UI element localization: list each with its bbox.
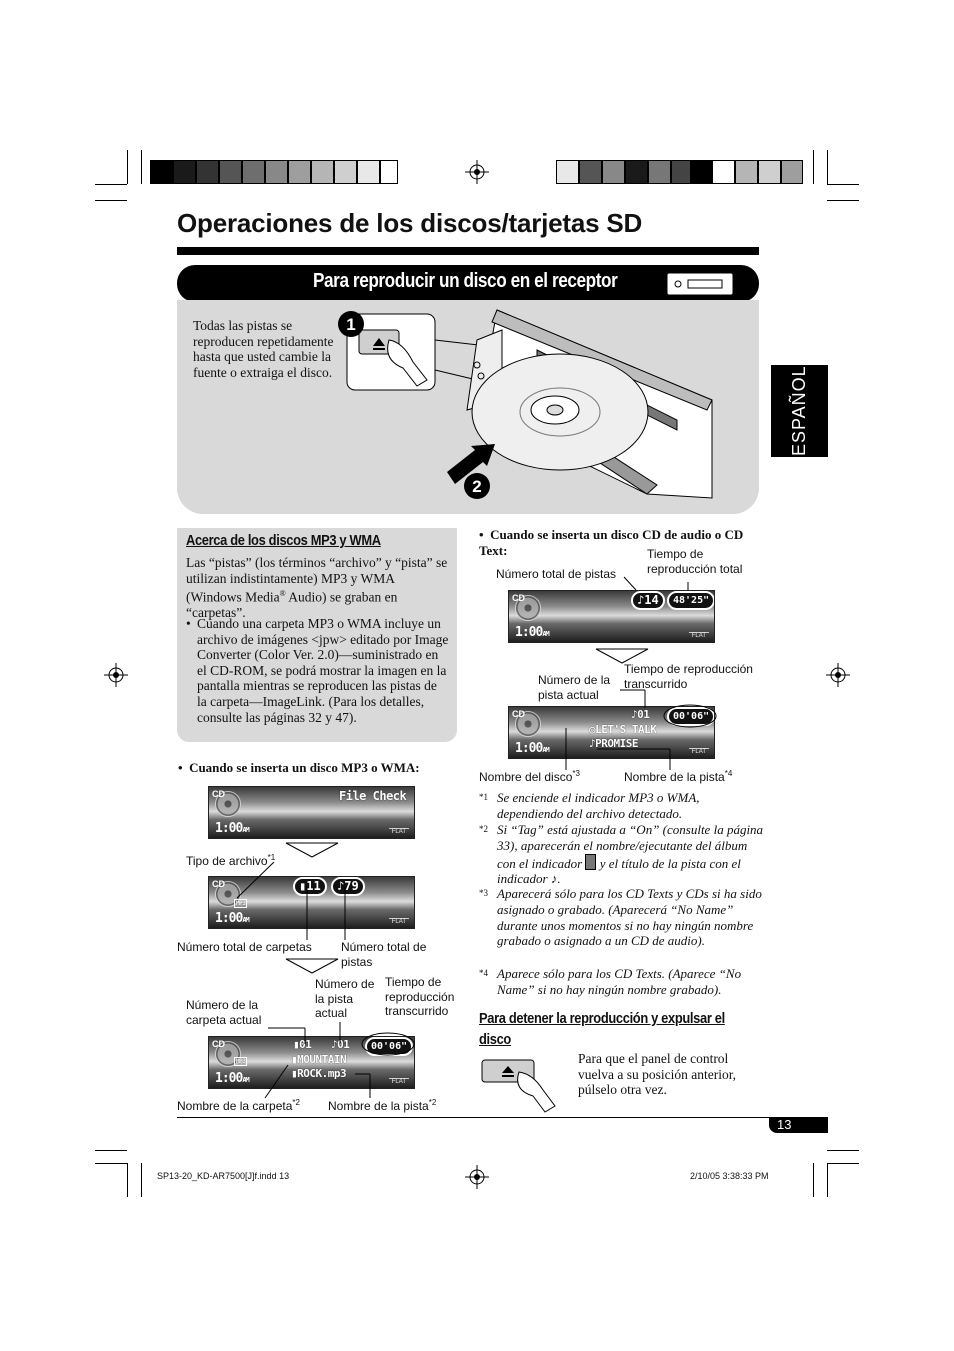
- cd-tiempo-total-label: Tiempo de reproducción total: [647, 547, 743, 576]
- registered-mark: ®: [279, 589, 286, 599]
- num-pista-label: Número de la pista actual: [315, 977, 375, 1020]
- cd-tiempo-trans-label: Tiempo de reproducción transcurrido: [624, 662, 753, 691]
- footnote-1-mark: *1: [479, 792, 488, 802]
- cd-case-bullet: •: [479, 527, 484, 542]
- lcd-folder-num: ▮01: [293, 1038, 312, 1051]
- lcd-cd-line2: ♪PROMISE: [589, 737, 638, 750]
- language-label: ESPAÑOL: [789, 365, 809, 457]
- cd-line1-value: LET'S TALK: [595, 723, 657, 736]
- lcd-time: 00'06": [365, 1037, 413, 1056]
- lcd-flat: FLAT: [689, 632, 709, 639]
- section-title: Para reproducir un disco en el receptor: [313, 270, 618, 292]
- cd-nombre-pista-mark: *4: [724, 769, 733, 778]
- lcd-track-num: ♪01: [331, 1038, 350, 1051]
- lcd-flat: FLAT: [389, 918, 409, 925]
- stop-heading: Para detener la reproducción y expulsar el disco: [479, 1010, 725, 1048]
- lcd-cd-time: 00'06": [667, 707, 715, 726]
- clock-value: 1:00: [215, 1071, 243, 1086]
- lcd-total-folders: ▮11: [293, 877, 327, 896]
- album-icon: [585, 854, 596, 870]
- folder-num-value: 01: [299, 1038, 312, 1051]
- lcd-source: CD: [212, 789, 225, 799]
- clock-ampm: AM: [542, 746, 549, 754]
- footnote-2-text-a: Si “Tag” está ajustada a “On” (consulte la página 33), aparecerán el nombre/ejecutante del álbum con el indicador: [497, 822, 764, 871]
- footer-date: 2/10/05 3:38:33 PM: [690, 1171, 769, 1181]
- clock-ampm: AM: [542, 630, 549, 638]
- nombre-disco-mark: *3: [572, 769, 580, 778]
- folders-value: 11: [306, 879, 321, 893]
- total-pistas-label: Número total de pistas: [341, 940, 427, 969]
- mp3-case-bullet: •: [178, 760, 183, 775]
- lcd-line2: ▮ROCK.mp3: [291, 1067, 347, 1080]
- lcd-cd-total-time: 48'25": [667, 591, 715, 610]
- footer-rule: [177, 1117, 828, 1118]
- tipo-mark: *1: [267, 853, 276, 862]
- nombre-pista-text: Nombre de la pista: [328, 1099, 429, 1113]
- clock-ampm: AM: [242, 1076, 249, 1084]
- lcd-source: CD: [512, 593, 525, 603]
- mp3-para-b: Audio) se graban en “carpetas”.: [186, 589, 398, 621]
- tracks-value: 79: [344, 879, 359, 893]
- stop-text: Para que el panel de control vuelva a su posición anterior, púlselo otra vez.: [578, 1051, 737, 1098]
- footnote-1-text: Se enciende el indicador MP3 o WMA, dependiendo del archivo detectado.: [497, 790, 700, 821]
- num-carpeta-label: Número de la carpeta actual: [186, 998, 262, 1027]
- footnote-2-text-c: .: [557, 871, 561, 887]
- step1-number: 1: [346, 315, 356, 334]
- mp3-case-heading-text: Cuando se inserta un disco MP3 o WMA:: [189, 760, 420, 775]
- lcd-source: CD: [212, 879, 225, 889]
- footer-file: SP13-20_KD-AR7500[J]f.indd 13: [157, 1171, 290, 1181]
- lcd-line1: ▮MOUNTAIN: [291, 1053, 347, 1066]
- nombre-disco-text: Nombre del disco: [479, 770, 573, 784]
- footnote-3-text: Aparecerá sólo para los CD Texts y CDs si ha sido asignado o grabado. (Aparecerá “No Name” durante unos momentos si no hay ningún nombre grabado o asignado a un CD de audio).: [497, 886, 762, 949]
- clock-value: 1:00: [515, 741, 543, 756]
- repeat-note: Todas las pistas se reproducen repetidamente hasta que usted cambie la fuente o extraiga el disco.: [193, 318, 334, 380]
- clock-ampm: AM: [242, 826, 249, 834]
- clock-ampm: AM: [242, 916, 249, 924]
- mp3-bullet-marker: •: [186, 616, 191, 631]
- cd-track-num-value: 01: [637, 708, 650, 721]
- footnote-4-mark: *4: [479, 968, 488, 978]
- footnote-3: [479, 886, 764, 949]
- footnote-2-body: [497, 822, 764, 887]
- tiempo-label: Tiempo de reproducción transcurrido: [385, 975, 455, 1018]
- footnote-4: [479, 966, 764, 998]
- cd-tracks-value: 14: [644, 593, 659, 607]
- lcd-mp3-indicator: MP3: [236, 1058, 246, 1065]
- page-title: Operaciones de los discos/tarjetas SD: [177, 208, 643, 238]
- footnote-1: [479, 790, 764, 822]
- step2-number: 2: [472, 477, 482, 496]
- eject-button-illustration: [481, 1058, 561, 1112]
- lcd-cd-line1: ◎LET'S TALK: [589, 723, 657, 736]
- cd-line2-value: PROMISE: [595, 737, 638, 750]
- total-carpetas-label: Número total de carpetas: [177, 940, 312, 954]
- lcd-cd-total-tracks: ♪14: [631, 591, 665, 610]
- tipo-text: Tipo de archivo: [186, 854, 268, 868]
- clock-value: 1:00: [215, 821, 243, 836]
- lcd-flat: FLAT: [389, 1078, 409, 1085]
- page-number: 13: [777, 1117, 792, 1132]
- cd-nombre-pista-text: Nombre de la pista: [624, 770, 725, 784]
- footnote-4-text: Aparece sólo para los CD Texts. (Aparece “No Name” si no hay ningún nombre grabado).: [497, 966, 742, 997]
- lcd-cd-track-num: ♪01: [631, 708, 650, 721]
- line2-value: ROCK.mp3: [297, 1067, 347, 1080]
- footnote-2-text-b: y el título de la pista con el indicador: [497, 855, 741, 887]
- mp3-bullet-text: Cuando una carpeta MP3 o WMA incluye un archivo de imágenes <jpw> editado por Image Converter (Color Ver. 2.0)—suministrado en el CD-ROM, se podrá mostrar la imagen en la pantalla mientras se reproducen las pistas de la carpeta—ImageLink. (Para los detalles, consulte las páginas 32 y 47).: [197, 616, 449, 725]
- cd-num-pista-label: Número de la pista actual: [538, 673, 611, 702]
- nombre-carpeta-text: Nombre de la carpeta: [177, 1099, 293, 1113]
- nombre-carpeta-mark: *2: [292, 1098, 300, 1107]
- cd-case-heading-text: Cuando se inserta un disco CD de audio o CD Text:: [479, 527, 744, 558]
- cd-total-pistas-label: Número total de pistas: [496, 567, 617, 581]
- track-num-value: 01: [337, 1038, 350, 1051]
- lcd-file-check-text: File Check: [339, 789, 407, 803]
- line1-value: MOUNTAIN: [297, 1053, 347, 1066]
- footnote-3-mark: *3: [479, 888, 488, 898]
- footnote-2-mark: *2: [479, 824, 488, 834]
- clock-value: 1:00: [215, 911, 243, 926]
- lcd-source: CD: [512, 709, 525, 719]
- footnote-2: [479, 822, 764, 887]
- mp3-para-a: Las “pistas” (los términos “archivo” y “pista” se utilizan indistintamente) MP3 y WMA (Windows Media: [186, 555, 448, 605]
- lcd-total-tracks: ♪79: [331, 877, 365, 896]
- lcd-flat: FLAT: [689, 748, 709, 755]
- track-note-icon: ♪: [550, 871, 558, 887]
- lcd-mp3-indicator: MP3: [236, 900, 246, 907]
- clock-value: 1:00: [515, 625, 543, 640]
- lcd-flat: FLAT: [389, 828, 409, 835]
- lcd-source: CD: [212, 1039, 225, 1049]
- mp3-heading: Acerca de los discos MP3 y WMA: [186, 532, 381, 549]
- nombre-pista-mark: *2: [428, 1098, 437, 1107]
